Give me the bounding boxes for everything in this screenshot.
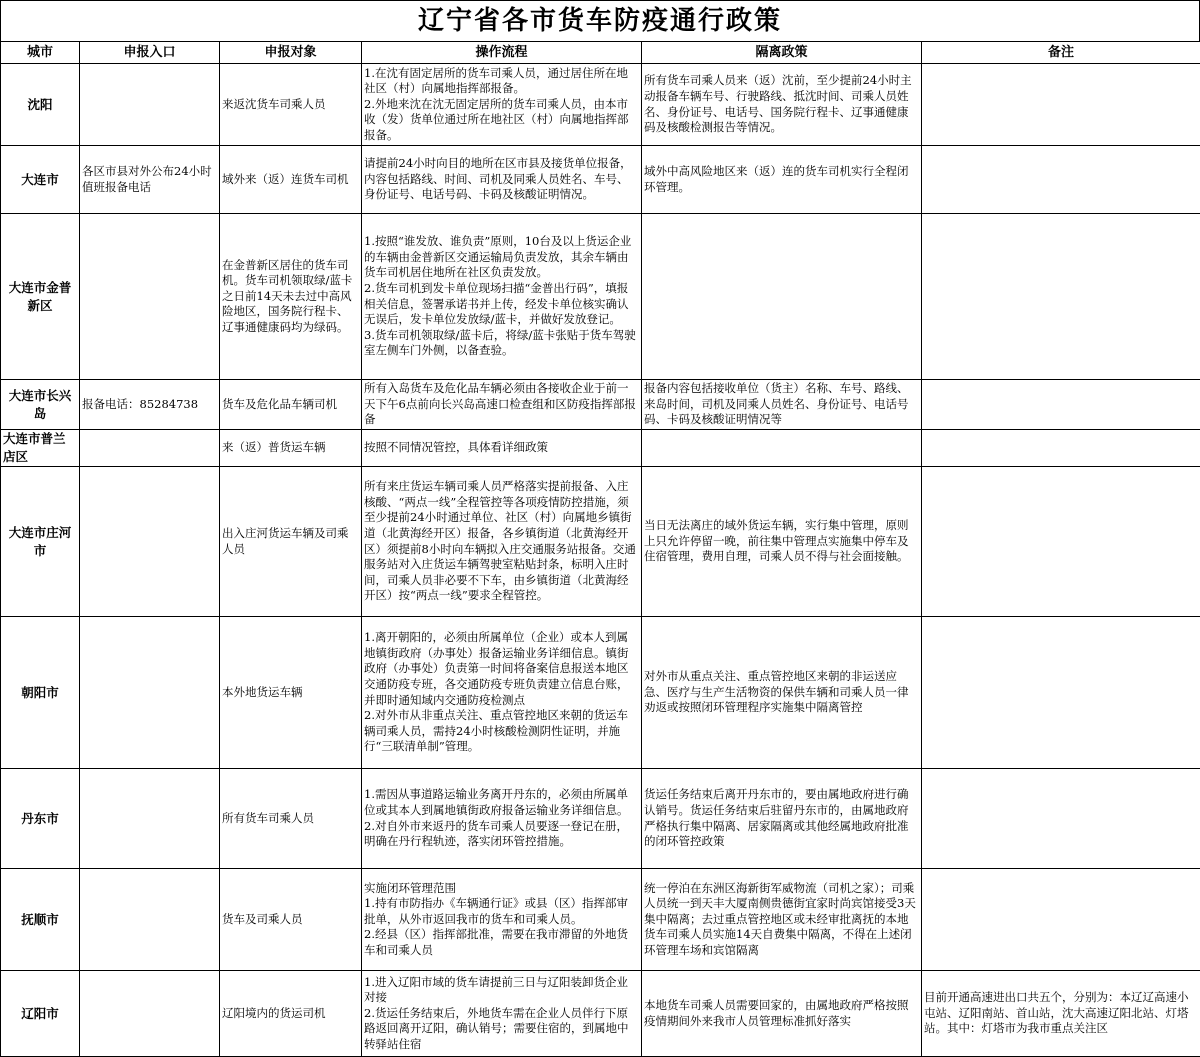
isolation-cell — [642, 214, 922, 380]
entry-cell — [80, 64, 220, 146]
note-cell — [922, 467, 1200, 617]
header-isolation: 隔离政策 — [642, 42, 922, 64]
isolation-cell: 当日无法离庄的域外货运车辆，实行集中管理，原则上只允许停留一晚，前往集中管理点实施集中停车及住宿管理，费用自理，司乘人员不得与社会面接触。 — [642, 467, 922, 617]
process-cell: 1.进入辽阳市域的货车请提前三日与辽阳装卸货企业对接 2.货运任务结束后，外地货车需在企业人员伴行下原路返回离开辽阳，确认销号；需要住宿的，到属地中转驿站住宿 — [362, 971, 642, 1057]
entry-cell — [80, 869, 220, 971]
header-entry: 申报入口 — [80, 42, 220, 64]
city-cell: 大连市庄河市 — [1, 467, 80, 617]
entry-cell — [80, 430, 220, 467]
process-cell: 所有来庄货运车辆司乘人员严格落实提前报备、入庄核酸、“两点一线”全程管控等各项疫情防控措施，须至少提前24小时通过单位、社区（村）向属地乡镇街道（北黄海经开区）报备，各乡镇街道（北黄海经开区）须提前8小时向车辆拟入庄交通服务站报备。交通服务站对入庄货运车辆驾驶室粘贴封条，标明入庄时间，司乘人员非必要不下车，由乡镇街道（北黄海经开区）按“两点一线”要求全程管控。 — [362, 467, 642, 617]
table-row — [1, 430, 1200, 467]
city-cell: 大连市 — [1, 146, 80, 214]
process-cell: 实施闭环管理范围 1.持有市防指办《车辆通行证》或县（区）指挥部审批单，从外市返回我市的货车和司乘人员。 2.经县（区）指挥部批准，需要在我市滞留的外地货车和司乘人员 — [362, 869, 642, 971]
city-cell: 丹东市 — [1, 769, 80, 869]
isolation-cell — [642, 430, 922, 467]
target-cell: 来（返）普货运车辆 — [220, 430, 362, 467]
target-cell: 货车及危化品车辆司机 — [220, 380, 362, 430]
header-target: 申报对象 — [220, 42, 362, 64]
city-cell: 抚顺市 — [1, 869, 80, 971]
entry-cell: 各区市县对外公布24小时值班报备电话 — [80, 146, 220, 214]
header-row — [1, 42, 1200, 64]
entry-cell — [80, 617, 220, 769]
process-cell: 1.按照“谁发放、谁负责”原则，10台及以上货运企业的车辆由金普新区交通运输局负责发放，其余车辆由货车司机居住地所在社区负责发放。 2.货车司机到发卡单位现场扫描“金普出行码”，填报相关信息，签署承诺书并上传，经发卡单位核实确认无误后，发卡单位发放绿/蓝卡，并做好发放登记。 3.货车司机领取绿/蓝卡后，将绿/蓝卡张贴于货车驾驶室左侧车门外侧，以备查验。 — [362, 214, 642, 380]
process-cell: 1.在沈有固定居所的货车司乘人员，通过居住所在地社区（村）向属地指挥部报备。 2.外地来沈在沈无固定居所的货车司乘人员，由本市收（发）货单位通过所在地社区（村）向属地指挥部报备。 — [362, 64, 642, 146]
target-cell: 本外地货运车辆 — [220, 617, 362, 769]
note-cell — [922, 769, 1200, 869]
note-cell — [922, 146, 1200, 214]
target-cell: 出入庄河货运车辆及司乘人员 — [220, 467, 362, 617]
isolation-cell: 所有货车司乘人员来（返）沈前，至少提前24小时主动报备车辆车号、行驶路线、抵沈时间、司乘人员姓名、身份证号、电话号、国务院行程卡、辽事通健康码及核酸检测报告等情况。 — [642, 64, 922, 146]
isolation-cell: 货运任务结束后离开丹东市的，要由属地政府进行确认销号。货运任务结束后驻留丹东市的，由属地政府严格执行集中隔离、居家隔离或其他经属地政府批准的闭环管控政策 — [642, 769, 922, 869]
table-row — [1, 769, 1200, 869]
city-cell: 大连市金普新区 — [1, 214, 80, 380]
isolation-cell: 统一停泊在东洲区海新街军威物流（司机之家）；司乘人员统一到天丰大厦南侧贵德街宜家时尚宾馆接受3天集中隔离；去过重点管控地区或未经审批离抚的本地货车司乘人员实施14天自费集中隔离，不得在上述闭环管理车场和宾馆隔离 — [642, 869, 922, 971]
table-row — [1, 617, 1200, 769]
table-row — [1, 869, 1200, 971]
process-cell: 请提前24小时向目的地所在区市县及接货单位报备，内容包括路线、时间、司机及同乘人员姓名、车号、身份证号、电话号码、卡码及核酸证明情况。 — [362, 146, 642, 214]
isolation-cell: 域外中高风险地区来（返）连的货车司机实行全程闭环管理。 — [642, 146, 922, 214]
city-cell: 沈阳 — [1, 64, 80, 146]
policy-table — [0, 41, 1200, 1057]
entry-cell — [80, 971, 220, 1057]
note-cell — [922, 64, 1200, 146]
process-cell: 所有入岛货车及危化品车辆必须由各接收企业于前一天下午6点前向长兴岛高速口检查组和区防疫指挥部报备 — [362, 380, 642, 430]
table-row — [1, 380, 1200, 430]
city-cell: 辽阳市 — [1, 971, 80, 1057]
target-cell: 货车及司乘人员 — [220, 869, 362, 971]
entry-cell — [80, 214, 220, 380]
note-cell: 目前开通高速进出口共五个，分别为：本辽辽高速小屯站、辽阳南站、首山站，沈大高速辽阳北站、灯塔站。其中：灯塔市为我市重点关注区 — [922, 971, 1200, 1057]
entry-cell: 报备电话：85284738 — [80, 380, 220, 430]
table-row — [1, 146, 1200, 214]
table-row — [1, 971, 1200, 1057]
target-cell: 域外来（返）连货车司机 — [220, 146, 362, 214]
city-cell: 大连市长兴岛 — [1, 380, 80, 430]
note-cell — [922, 214, 1200, 380]
city-cell: 大连市普兰店区 — [1, 430, 80, 467]
process-cell: 1.离开朝阳的，必须由所属单位（企业）或本人到属地镇街政府（办事处）报备运输业务详细信息。镇街政府（办事处）负责第一时间将备案信息报送本地区交通防疫专班，各交通防疫专班负责建立信息台账，并即时通知域内交通防疫检测点 2.对外市从非重点关注、重点管控地区来朝的货运车辆司乘人员，需持24小时核酸检测阴性证明，并施行“三联清单制”管理。 — [362, 617, 642, 769]
entry-cell — [80, 769, 220, 869]
header-process: 操作流程 — [362, 42, 642, 64]
table-row — [1, 64, 1200, 146]
target-cell: 在金普新区居住的货车司机。货车司机领取绿/蓝卡之日前14天未去过中高风险地区，国务院行程卡、辽事通健康码均为绿码。 — [220, 214, 362, 380]
target-cell: 所有货车司乘人员 — [220, 769, 362, 869]
isolation-cell: 本地货车司乘人员需要回家的，由属地政府严格按照疫情期间外来我市人员管理标准抓好落实 — [642, 971, 922, 1057]
note-cell — [922, 617, 1200, 769]
sheet-title: 辽宁省各市货车防疫通行政策 — [0, 0, 1200, 42]
entry-cell — [80, 467, 220, 617]
process-cell: 按照不同情况管控，具体看详细政策 — [362, 430, 642, 467]
isolation-cell: 报备内容包括接收单位（货主）名称、车号、路线、来岛时间，司机及同乘人员姓名、身份证号、电话号码、卡码及核酸证明情况等 — [642, 380, 922, 430]
table-row — [1, 214, 1200, 380]
note-cell — [922, 869, 1200, 971]
target-cell: 辽阳境内的货运司机 — [220, 971, 362, 1057]
isolation-cell: 对外市从重点关注、重点管控地区来朝的非运送应急、医疗与生产生活物资的保供车辆和司乘人员一律劝返或按照闭环管理程序实施集中隔离管控 — [642, 617, 922, 769]
header-city: 城市 — [1, 42, 80, 64]
header-note: 备注 — [922, 42, 1200, 64]
table-row — [1, 467, 1200, 617]
city-cell: 朝阳市 — [1, 617, 80, 769]
target-cell: 来返沈货车司乘人员 — [220, 64, 362, 146]
note-cell — [922, 380, 1200, 430]
note-cell — [922, 430, 1200, 467]
process-cell: 1.需因从事道路运输业务离开丹东的，必须由所属单位或其本人到属地镇街政府报备运输业务详细信息。 2.对自外市来返丹的货车司乘人员要逐一登记在册，明确在丹行程轨迹，落实闭环管控措施。 — [362, 769, 642, 869]
